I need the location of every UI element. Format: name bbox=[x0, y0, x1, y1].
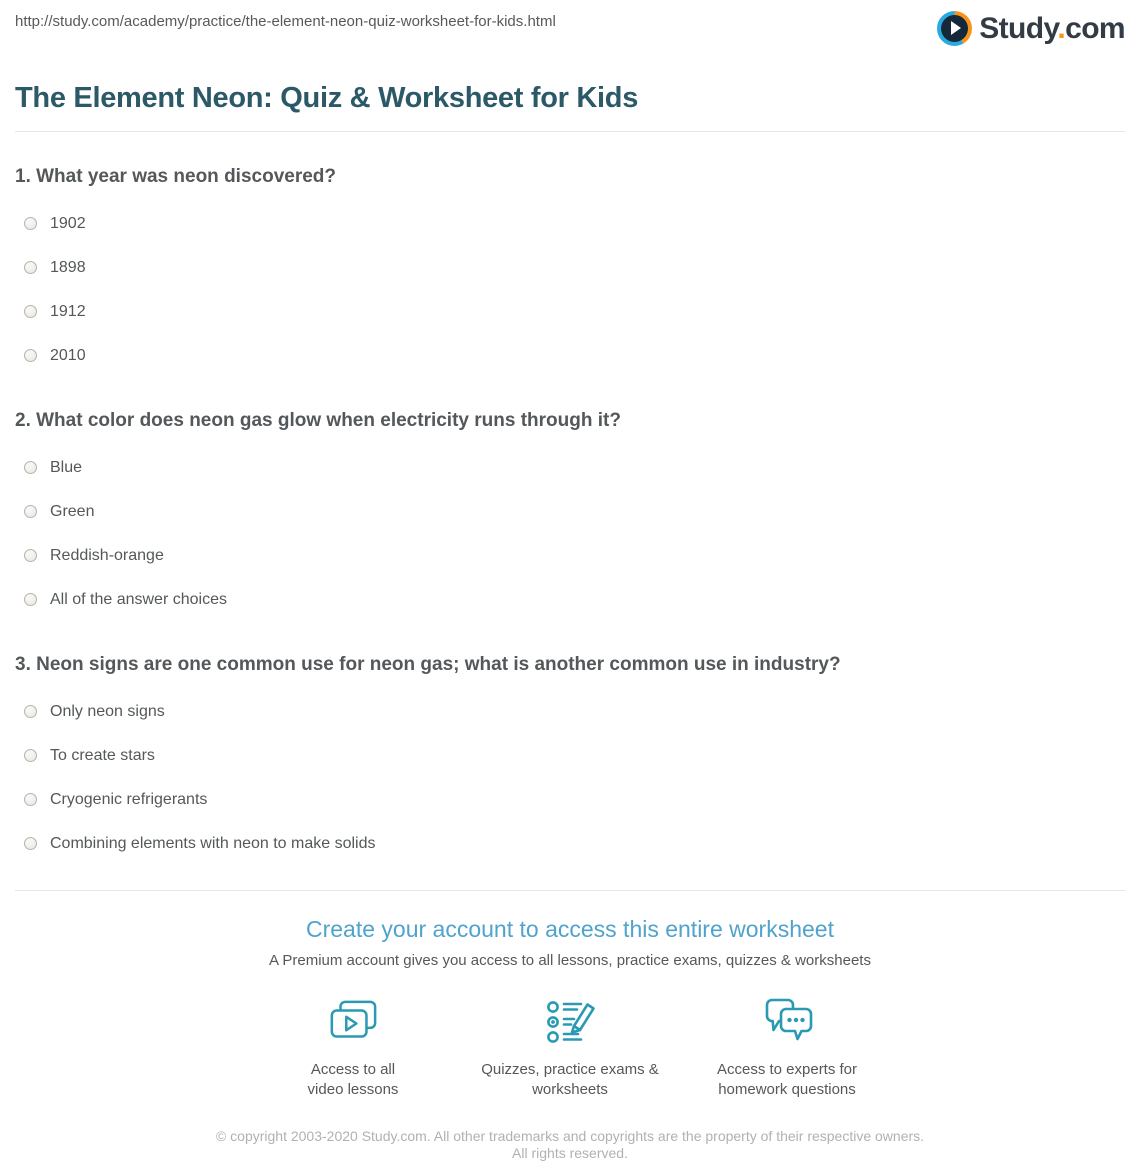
option-label[interactable]: Green bbox=[50, 503, 95, 520]
create-account-heading: Create your account to access this entire worksheet bbox=[306, 916, 834, 942]
option-label[interactable]: 1912 bbox=[50, 303, 86, 320]
quiz-pencil-icon bbox=[542, 995, 598, 1049]
option-label[interactable]: To create stars bbox=[50, 747, 155, 764]
feature-label: Access to all video lessons bbox=[307, 1061, 399, 1098]
divider-bottom bbox=[15, 890, 1125, 891]
copyright-notice: © copyright 2003-2020 Study.com. All other trademarks and copyrights are the property of their respective owners. All rights reserved. bbox=[215, 1128, 925, 1161]
question-3 bbox=[15, 654, 1125, 852]
radio-button[interactable] bbox=[24, 549, 37, 562]
radio-button[interactable] bbox=[24, 261, 37, 274]
radio-button[interactable] bbox=[24, 349, 37, 362]
answer-option[interactable] bbox=[24, 259, 1125, 276]
answer-option[interactable] bbox=[24, 791, 1125, 808]
feature-video-lessons bbox=[245, 995, 462, 1100]
radio-button[interactable] bbox=[24, 749, 37, 762]
studycom-logo[interactable] bbox=[937, 11, 1125, 46]
header bbox=[15, 0, 1125, 58]
feature-list bbox=[15, 995, 1125, 1100]
question-text: 2. What color does neon gas glow when electricity runs through it? bbox=[15, 410, 621, 431]
video-lessons-icon bbox=[326, 995, 380, 1049]
option-label[interactable]: 1898 bbox=[50, 259, 86, 276]
radio-button[interactable] bbox=[24, 305, 37, 318]
feature-label: Access to experts for homework questions bbox=[716, 1061, 858, 1098]
radio-button[interactable] bbox=[24, 793, 37, 806]
answer-option[interactable] bbox=[24, 503, 1125, 520]
feature-quizzes-worksheets bbox=[462, 995, 679, 1100]
option-label[interactable]: Combining elements with neon to make solids bbox=[50, 835, 376, 852]
radio-button[interactable] bbox=[24, 705, 37, 718]
answer-option[interactable] bbox=[24, 303, 1125, 320]
radio-button[interactable] bbox=[24, 461, 37, 474]
radio-button[interactable] bbox=[24, 593, 37, 606]
question-text: 1. What year was neon discovered? bbox=[15, 166, 336, 187]
answer-option[interactable] bbox=[24, 703, 1125, 720]
option-label[interactable]: Blue bbox=[50, 459, 83, 476]
option-label[interactable]: 2010 bbox=[50, 347, 86, 364]
create-account-section bbox=[15, 916, 1125, 1100]
question-1 bbox=[15, 166, 1125, 364]
answer-option[interactable] bbox=[24, 459, 1125, 476]
answer-option[interactable] bbox=[24, 747, 1125, 764]
radio-button[interactable] bbox=[24, 837, 37, 850]
answer-option[interactable] bbox=[24, 347, 1125, 364]
feature-label: Quizzes, practice exams & worksheets bbox=[481, 1061, 659, 1098]
option-label[interactable]: Reddish-orange bbox=[50, 547, 164, 564]
feature-homework-experts bbox=[679, 995, 896, 1100]
question-2 bbox=[15, 410, 1125, 608]
page-title: The Element Neon: Quiz & Worksheet for Kids bbox=[15, 82, 639, 114]
logo-dot: . bbox=[1057, 12, 1066, 45]
answer-option[interactable] bbox=[24, 547, 1125, 564]
option-label[interactable]: Cryogenic refrigerants bbox=[50, 791, 208, 808]
answer-option[interactable] bbox=[24, 215, 1125, 232]
premium-subtitle: A Premium account gives you access to all lessons, practice exams, quizzes & worksheets bbox=[269, 952, 871, 969]
studycom-play-icon bbox=[937, 11, 972, 46]
divider-top bbox=[15, 131, 1125, 132]
question-text: 3. Neon signs are one common use for neon gas; what is another common use in industry? bbox=[15, 654, 841, 675]
page-url: http://study.com/academy/practice/the-element-neon-quiz-worksheet-for-kids.html bbox=[15, 13, 556, 30]
option-label[interactable]: All of the answer choices bbox=[50, 591, 227, 608]
studycom-logo-text: Study.com bbox=[979, 12, 1125, 45]
answer-option[interactable] bbox=[24, 835, 1125, 852]
chat-bubbles-icon bbox=[759, 995, 815, 1049]
option-label[interactable]: Only neon signs bbox=[50, 703, 165, 720]
radio-button[interactable] bbox=[24, 505, 37, 518]
option-label[interactable]: 1902 bbox=[50, 215, 86, 232]
answer-option[interactable] bbox=[24, 591, 1125, 608]
radio-button[interactable] bbox=[24, 217, 37, 230]
